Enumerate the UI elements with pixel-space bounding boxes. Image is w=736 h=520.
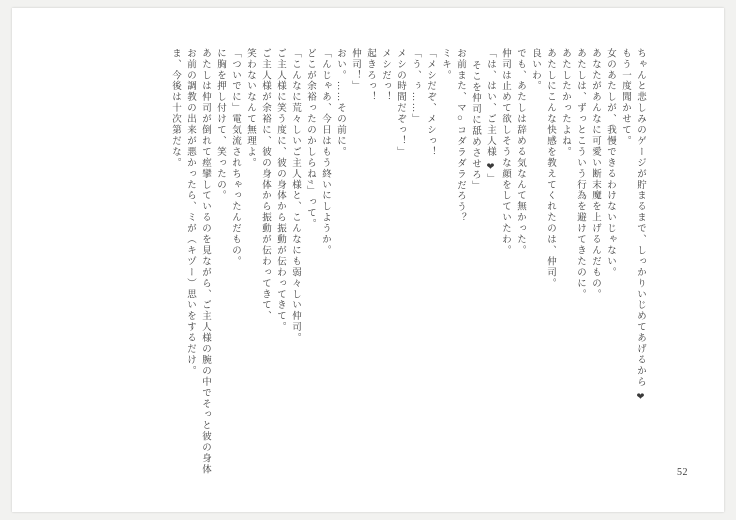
text-line: お前の調教の出来が悪かったら、ミが（キヅー）思いをするだけ。: [185, 48, 195, 377]
text-line: 起きろっ！: [365, 48, 375, 103]
text-line: 「メシだぞ、メシっ！: [425, 48, 435, 158]
text-line: あたしたかったよね。: [560, 48, 570, 158]
vertical-text-block: [164, 48, 645, 476]
text-line: あたしは仲司が倒れて痙攣しているのを見ながら、ご主人様の腕の中でそっと彼の身体: [200, 48, 210, 476]
text-line: もう一度聞かせて。: [620, 48, 630, 147]
text-line: あなたがあんなに可愛い断末魔を上げるんだもの。: [590, 48, 600, 300]
text-line: 「ついでに」電気流されちゃったんだもの。: [230, 48, 240, 267]
text-line: でも、あたしは辞める気なんて無かった。: [515, 48, 525, 257]
text-line: そこを仲司に舐めさせろ」: [470, 60, 480, 192]
text-line: あたしにこんな快感を教えてくれたのは、仲司。: [545, 48, 555, 289]
text-line: ミキ。: [440, 48, 450, 81]
book-page: [12, 8, 724, 512]
text-line: 笑わないなんて無理よ。: [245, 48, 255, 169]
text-line: どこが余裕ったのかしらねｯ」って。: [305, 48, 315, 230]
text-line: 仲司は止めて欲しそうな顔をしていたわ。: [500, 48, 510, 257]
text-line: ま、今後は十次第だな。: [170, 48, 180, 169]
text-line: メシの時間だぞっ！」: [395, 48, 405, 158]
text-line: 「う、ぅ……」: [410, 48, 420, 125]
text-line: お前また、マ○コダラダラだろう？: [455, 48, 465, 224]
text-line: 女のあたしが、我慢できるわけないじゃない。: [605, 48, 615, 278]
text-line: 良いわ。: [530, 48, 540, 92]
text-line: 仲司！」: [350, 48, 360, 92]
text-line: 「んじゃあ、今日はもう終いにしようか。: [320, 48, 330, 257]
page-number: 52: [677, 467, 688, 478]
text-line: あたしは、ずっとこういう行為を避けてきたのに。: [575, 48, 585, 300]
text-line: ご主人様に笑う度に、彼の身体から振動が伝わってきて。: [275, 48, 285, 333]
text-line: ご主人様が余裕に、彼の身体から振動が伝わってきて、: [260, 48, 270, 322]
text-line: に胸を押し付けて、笑ったの。: [215, 48, 225, 202]
text-line: 「は、はい、ご主人様 ❤」: [485, 48, 495, 185]
text-line: ちゃんと悲しみのゲージが貯まるまで、しっかりいじめてあげるから ❤: [635, 48, 645, 404]
text-line: 「こんなに荒々しいご主人様と、こんなにも弱々しい仲司。: [290, 48, 300, 344]
text-line: おい。……その前に。: [335, 48, 345, 158]
text-line: メシだっ！: [380, 48, 390, 103]
